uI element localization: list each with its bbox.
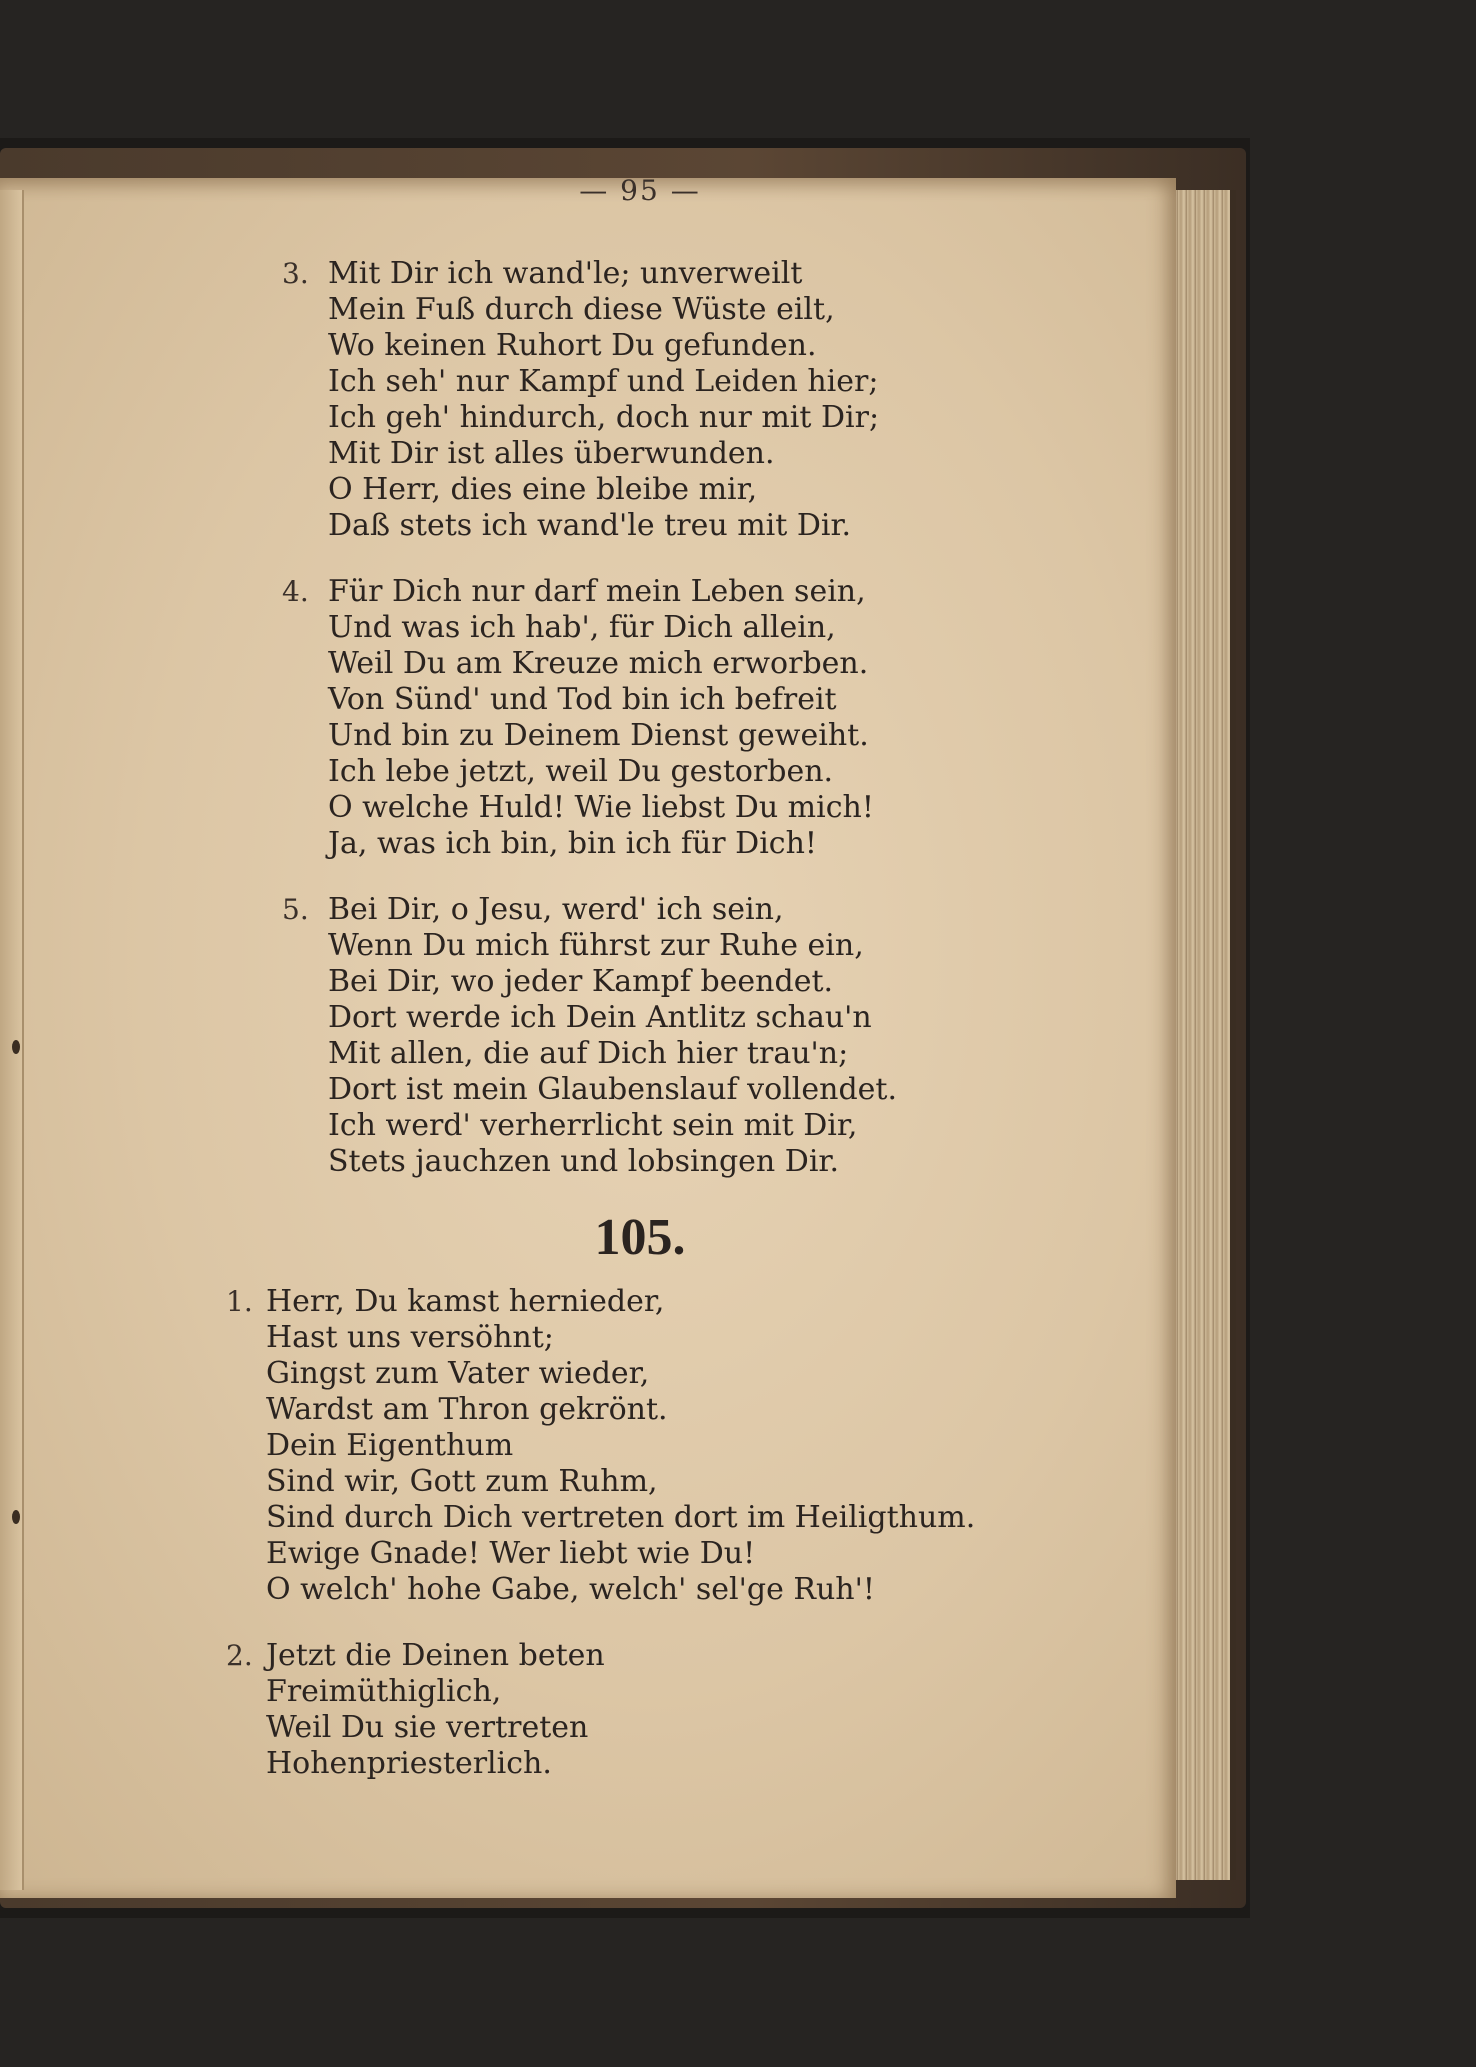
verse-number: 4. xyxy=(282,575,309,608)
verse-line: Stets jauchzen und lobsingen Dir. xyxy=(328,1144,839,1179)
verse-line: Mit Dir ist alles überwunden. xyxy=(328,436,775,471)
book-page xyxy=(0,174,1176,1898)
verse-line: Bei Dir, o Jesu, werd' ich sein, xyxy=(328,892,784,927)
verse-line: Ich geh' hindurch, doch nur mit Dir; xyxy=(328,400,880,435)
verse-line: Dort ist mein Glaubenslauf vollendet. xyxy=(328,1072,897,1107)
verse-line: Ewige Gnade! Wer liebt wie Du! xyxy=(266,1536,756,1571)
verse-line: Wenn Du mich führst zur Ruhe ein, xyxy=(328,928,864,963)
verse-line: Wo keinen Ruhort Du gefunden. xyxy=(328,328,817,363)
verse-line: Weil Du am Kreuze mich erworben. xyxy=(328,646,869,681)
verse-line: Weil Du sie vertreten xyxy=(266,1710,589,1745)
binding-mark xyxy=(12,1040,20,1054)
verse-line: O welch' hohe Gabe, welch' sel'ge Ruh'! xyxy=(266,1572,875,1607)
verse-line: Mein Fuß durch diese Wüste eilt, xyxy=(328,292,835,327)
verse-line: Freimüthiglich, xyxy=(266,1674,502,1709)
verse-line: Ich werd' verherrlicht sein mit Dir, xyxy=(328,1108,858,1143)
verse-line: Für Dich nur darf mein Leben sein, xyxy=(328,574,866,609)
verse-line: Und bin zu Deinem Dienst geweiht. xyxy=(328,718,869,753)
verse-line: Dort werde ich Dein Antlitz schau'n xyxy=(328,1000,872,1035)
verse-line: Wardst am Thron gekrönt. xyxy=(266,1392,668,1427)
verse-line: Ich lebe jetzt, weil Du gestorben. xyxy=(328,754,834,789)
verse-line: Von Sünd' und Tod bin ich befreit xyxy=(328,682,837,717)
verse-line: Hast uns versöhnt; xyxy=(266,1320,554,1355)
verse-line: Daß stets ich wand'le treu mit Dir. xyxy=(328,508,852,543)
verse-line: Sind durch Dich vertreten dort im Heiligthum. xyxy=(266,1500,976,1535)
verse-line: Jetzt die Deinen beten xyxy=(266,1638,605,1673)
verse-number: 3. xyxy=(282,257,309,290)
verse-line: Dein Eigenthum xyxy=(266,1428,514,1463)
verse-line: Herr, Du kamst hernieder, xyxy=(266,1284,665,1319)
verse-line: Und was ich hab', für Dich allein, xyxy=(328,610,836,645)
verse-line: Ich seh' nur Kampf und Leiden hier; xyxy=(328,364,879,399)
verse-number: 2. xyxy=(226,1639,253,1672)
page-text xyxy=(0,174,1176,1898)
verse-line: Mit Dir ich wand'le; unverweilt xyxy=(328,256,803,291)
verse-line: Ja, was ich bin, bin ich für Dich! xyxy=(328,826,817,861)
verse-line: Gingst zum Vater wieder, xyxy=(266,1356,650,1391)
verse-line: Hohenpriesterlich. xyxy=(266,1746,552,1781)
verse-line: Mit allen, die auf Dich hier trau'n; xyxy=(328,1036,849,1071)
verse-line: Bei Dir, wo jeder Kampf beendet. xyxy=(328,964,834,999)
facing-page-edge xyxy=(0,190,24,1890)
verse-number: 1. xyxy=(226,1285,253,1318)
verse-line: O Herr, dies eine bleibe mir, xyxy=(328,472,758,507)
hymn-number: 105. xyxy=(594,1209,686,1266)
verse-number: 5. xyxy=(282,893,309,926)
verse-line: Sind wir, Gott zum Ruhm, xyxy=(266,1464,658,1499)
page-number: — 95 — xyxy=(579,174,701,207)
verse-line: O welche Huld! Wie liebst Du mich! xyxy=(328,790,874,825)
binding-mark xyxy=(12,1510,20,1524)
